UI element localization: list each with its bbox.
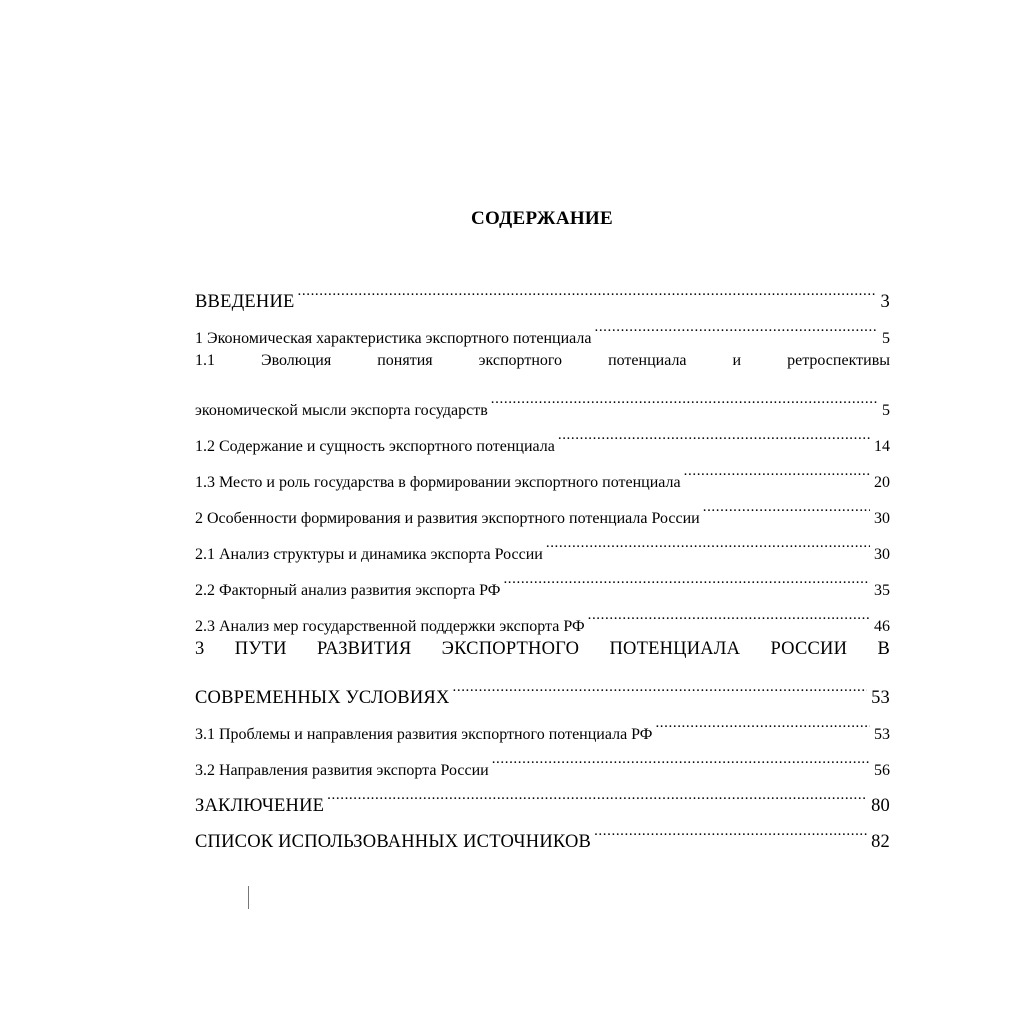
toc-leader-dots (298, 271, 877, 307)
toc-leader-dots (453, 667, 868, 703)
toc-entry-label: 1 Экономическая характеристика экспортного потенциала (195, 330, 592, 347)
toc-leader-dots (588, 595, 870, 631)
toc-entry-chapter-3-line1[interactable] (195, 631, 890, 667)
toc-entry-chapter-3-line2[interactable] (195, 667, 890, 708)
toc-entry-section-2-1[interactable] (195, 523, 890, 563)
toc-entry-page: 53 (874, 726, 890, 743)
toc-entry-label: 1.2 Содержание и сущность экспортного потенциала (195, 438, 555, 455)
toc-entry-page: 3 (880, 292, 890, 312)
toc-entry-page: 80 (871, 796, 890, 816)
toc-entry-page: 82 (871, 832, 890, 852)
toc-entry-label: 1.3 Место и роль государства в формировании экспортного потенциала (195, 474, 681, 491)
toc-entry-label: 3 ПУТИ РАЗВИТИЯ ЭКСПОРТНОГО ПОТЕНЦИАЛА РОССИИ В (195, 639, 890, 659)
toc-leader-dots (594, 811, 867, 847)
toc-entry-label: ВВЕДЕНИЕ (195, 292, 295, 312)
toc-entry-label: 2.1 Анализ структуры и динамика экспорта России (195, 546, 543, 563)
toc-entry-page: 53 (871, 688, 890, 708)
toc-entry-page: 5 (882, 402, 890, 419)
toc-entry-page: 14 (874, 438, 890, 455)
toc-leader-dots (327, 775, 867, 811)
toc-entry-label: 3.2 Направления развития экспорта России (195, 762, 489, 779)
toc-entry-label: 2 Особенности формирования и развития экспортного потенциала России (195, 510, 700, 527)
toc-entry-section-3-1[interactable] (195, 703, 890, 743)
toc-leader-dots (503, 559, 870, 595)
toc-entry-label: 2.3 Анализ мер государственной поддержки экспорта РФ (195, 618, 585, 635)
toc-entry-label: 1.1 Эволюция понятия экспортного потенциала и ретроспективы (195, 352, 890, 369)
toc-entry-section-1-1-line1[interactable] (195, 343, 890, 379)
text-cursor (248, 886, 249, 909)
toc-leader-dots (558, 415, 870, 451)
toc-entry-section-1-2[interactable] (195, 415, 890, 455)
toc-leader-dots (594, 307, 878, 343)
toc-entry-label: 2.2 Факторный анализ развития экспорта РФ (195, 582, 501, 599)
toc-entry-section-1-1-line2[interactable] (195, 379, 890, 419)
toc-leader-dots (684, 451, 870, 487)
toc-entry-section-2-3[interactable] (195, 595, 890, 635)
toc-title: СОДЕРЖАНИЕ (471, 208, 613, 229)
toc-entry-page: 30 (874, 510, 890, 527)
toc-list (195, 271, 890, 852)
toc-entry-page: 46 (874, 618, 890, 635)
toc-entry-page: 30 (874, 546, 890, 563)
toc-leader-dots (491, 379, 878, 415)
toc-entry-page: 5 (882, 330, 890, 347)
toc-entry-label: экономической мысли экспорта государств (195, 402, 488, 419)
toc-leader-dots (546, 523, 870, 559)
toc-entry-label: СОВРЕМЕННЫХ УСЛОВИЯХ (195, 688, 450, 708)
toc-entry-chapter-2[interactable] (195, 487, 890, 527)
toc-entry-page: 35 (874, 582, 890, 599)
toc-entry-page: 20 (874, 474, 890, 491)
toc-entry-chapter-1[interactable] (195, 307, 890, 347)
toc-entry-section-1-3[interactable] (195, 451, 890, 491)
toc-leader-dots (703, 487, 870, 523)
toc-entry-section-3-2[interactable] (195, 739, 890, 779)
toc-entry-label: ЗАКЛЮЧЕНИЕ (195, 796, 325, 816)
toc-leader-dots (655, 703, 870, 739)
toc-entry-label: 3.1 Проблемы и направления развития экспортного потенциала РФ (195, 726, 653, 743)
toc-entry-conclusion[interactable] (195, 775, 890, 816)
toc-entry-label: СПИСОК ИСПОЛЬЗОВАННЫХ ИСТОЧНИКОВ (195, 832, 592, 852)
toc-entry-references[interactable] (195, 811, 890, 852)
toc-entry-page: 56 (874, 762, 890, 779)
toc-leader-dots (492, 739, 870, 775)
toc-entry-section-2-2[interactable] (195, 559, 890, 599)
toc-entry-introduction[interactable] (195, 271, 890, 312)
